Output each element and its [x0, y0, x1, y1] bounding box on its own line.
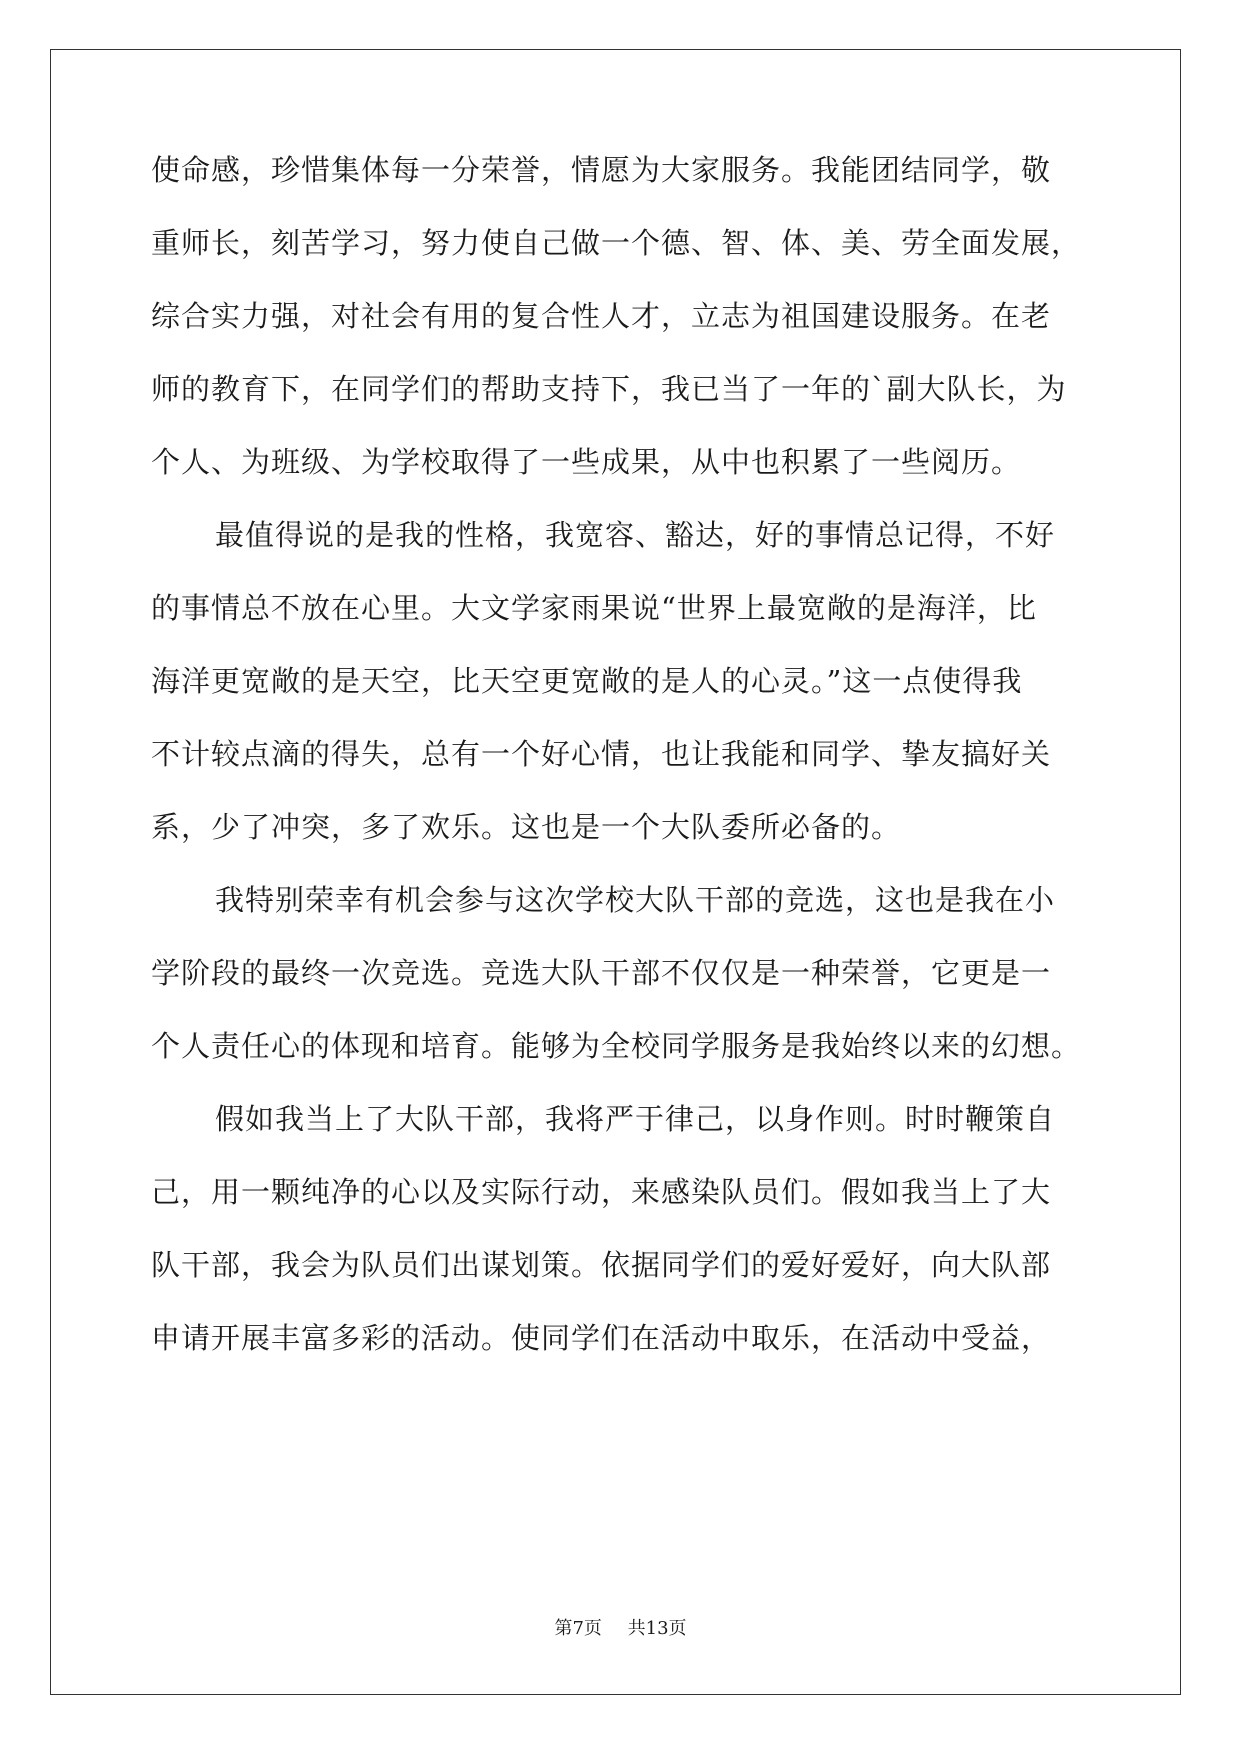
text-line: 学阶段的最终一次竞选。竞选大队干部不仅仅是一种荣誉，它更是一	[151, 956, 1052, 990]
paragraph-first-line: 我特别荣幸有机会参与这次学校大队干部的竞选，这也是我在小	[215, 883, 1056, 917]
paragraph-first-line: 最值得说的是我的性格，我宽容、豁达，好的事情总记得，不好	[215, 518, 1056, 552]
text-line: 系，少了冲突，多了欢乐。这也是一个大队委所必备的。	[151, 810, 902, 844]
text-line: 队干部，我会为队员们出谋划策。依据同学们的爱好爱好，向大队部	[151, 1248, 1052, 1282]
text-line: 个人、为班级、为学校取得了一些成果，从中也积累了一些阅历。	[151, 445, 1022, 479]
page-footer	[0, 1614, 1241, 1640]
text-line: 申请开展丰富多彩的活动。使同学们在活动中取乐，在活动中受益，	[151, 1321, 1052, 1355]
text-line: 重师长，刻苦学习，努力使自己做一个德、智、体、美、劳全面发展，	[151, 226, 1082, 260]
page-number: 第7页	[554, 1618, 602, 1639]
page-total: 共13页	[627, 1618, 687, 1639]
text-line: 的事情总不放在心里。大文学家雨果说“世界上最宽敞的是海洋，比	[151, 591, 1037, 625]
text-line: 使命感，珍惜集体每一分荣誉，情愿为大家服务。我能团结同学，敬	[151, 153, 1052, 187]
text-line: 不计较点滴的得失，总有一个好心情，也让我能和同学、挚友搞好关	[151, 737, 1052, 771]
text-line: 海洋更宽敞的是天空，比天空更宽敞的是人的心灵。”这一点使得我	[151, 664, 1023, 698]
text-line: 己，用一颗纯净的心以及实际行动，来感染队员们。假如我当上了大	[151, 1175, 1052, 1209]
text-line: 综合实力强，对社会有用的复合性人才，立志为祖国建设服务。在老	[151, 299, 1052, 333]
text-line: 个人责任心的体现和培育。能够为全校同学服务是我始终以来的幻想。	[151, 1029, 1082, 1063]
paragraph-first-line: 假如我当上了大队干部，我将严于律己，以身作则。时时鞭策自	[215, 1102, 1056, 1136]
text-line: 师的教育下，在同学们的帮助支持下，我已当了一年的`副大队长，为	[151, 372, 1067, 406]
